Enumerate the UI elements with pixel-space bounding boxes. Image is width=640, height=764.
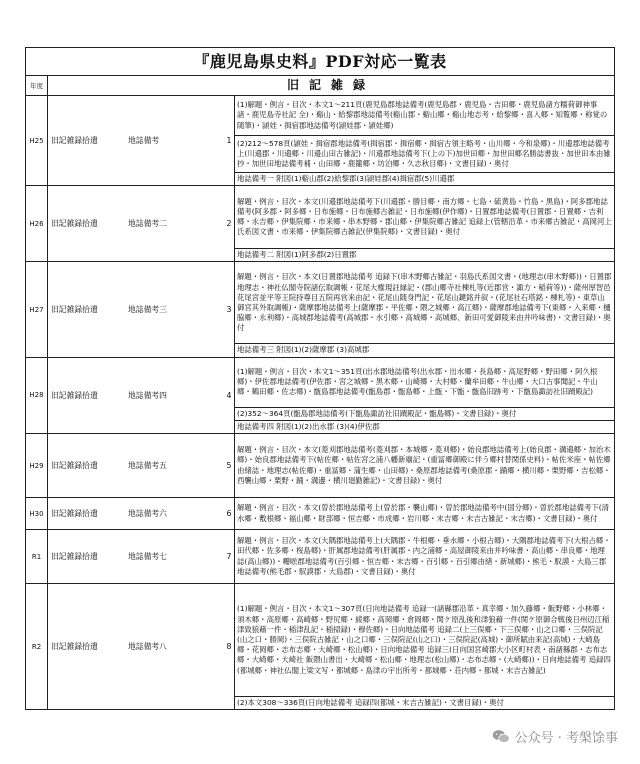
table-row xyxy=(26,186,614,262)
header-main: 旧記雑録 xyxy=(286,78,375,92)
row-year: R1 xyxy=(26,530,48,583)
row-volume: 5 xyxy=(226,461,232,471)
row-series: 旧記雑録拾遺 xyxy=(51,642,98,652)
row-contents xyxy=(234,498,614,529)
catalog-table xyxy=(25,47,615,710)
row-volume: 1 xyxy=(226,136,232,146)
wechat-icon xyxy=(492,729,510,744)
row-content-segment: (2)本文308〜336頁(日向地誌備考 追録四(都城・末吉古雑記)・文書目録)・奥付 xyxy=(237,698,504,708)
row-year: H30 xyxy=(26,498,48,529)
row-contents xyxy=(234,584,614,709)
row-subtitle: 地誌備考四 xyxy=(128,390,167,400)
row-subtitle: 地誌備考五 xyxy=(128,461,167,471)
row-content-segment: (2)352〜364頁(甑島郡地誌備考(下甑島諏訪社旧蹟殿記・甑島郷)・文書目録)・奥付 xyxy=(235,408,614,421)
table-row xyxy=(26,498,614,530)
row-series: 旧記雑録拾遺 xyxy=(51,509,98,519)
row-content-segment: (1)解題・例言・目次・本文1〜351頁(出水郡地誌備考(出水郡・出水郷・長島郷・高尾野郷・野田郷・阿久根郷)・伊佐郡地誌備考(伊佐郡・宮之城郷・黒木郷・山崎郷・大村郷・蘭牟田郷・牛山郷・大口古事聞記・牛山郷・鶴田郷・佐志郷)・甑島郡地誌備考(甑島郡・甑島郷・上甑・下甑・甑島旧跡考・下甑島諏訪社旧蹟殿記) xyxy=(235,358,614,408)
table-row xyxy=(26,434,614,498)
row-content-segment: 地誌備考四 附図(1)(2)出水郡 (3)(4)伊佐郡 xyxy=(237,421,380,431)
row-volume: 4 xyxy=(226,390,232,400)
row-volume: 8 xyxy=(226,642,232,652)
row-year: R2 xyxy=(26,584,48,709)
row-subtitle: 地誌備考八 xyxy=(128,642,167,652)
row-volume: 2 xyxy=(226,219,232,229)
row-contents xyxy=(234,262,614,356)
row-subtitle: 地誌備考二 xyxy=(128,219,167,229)
row-content-segment: 地誌備考三 附図(1)(2)薩摩郡 (3)高城郡 xyxy=(237,345,370,355)
watermark xyxy=(492,727,618,746)
row-series: 旧記雑録拾遺 xyxy=(51,219,98,229)
table-row xyxy=(26,96,614,186)
row-contents xyxy=(234,530,614,583)
row-contents xyxy=(234,186,614,261)
row-contents xyxy=(234,96,614,185)
row-year: H28 xyxy=(26,358,48,433)
row-content-segment: (1)解題・例言・目次・本文1〜307頁(日向地誌備考 追録一(諸縣郡沿革・真幸郷・加久藤郷・飯野郷・小林郷・須木郷・高原郷・高崎郷・野尻郷・綾郷・高岡郷・倉岡郷・関ケ原乱後和津狼藉一件(関ケ原御合戦後日州辺江稲津致狼藉一件・稲津乱記・稲掃録)・穆佐郷)・日向地誌備考 追録二(上三俣郷・下三俣郷・山之口郷・三俣院記(山之口・勝岡)・三俣院古雑記・山之口郷・三俣院記(山之口)・三俣院記(高城)・御所賦由来記(高城)・大崎島郷・花岡郷・志布志郷・大崎郷・松山郷)・日向地誌備考 追録三(日向国宮崎郡大小区町村表・南諸縣郡・志布志郷・大崎郷・大崎社 飯隈山書出・大崎郷・松山郷・地理志(松山郷)・志布志郷・(大崎郷))・日向地誌備考 追録四(都城郷・神社仏閣上梁文写・都城郷・島津の宇出所考・都城郷・荘内郷・都城・末吉古雑記) xyxy=(235,584,614,697)
row-subtitle: 地誌備考三 xyxy=(128,305,167,314)
row-subtitle: 地誌備考六 xyxy=(128,509,167,519)
row-content-segment: (1)解題・例言・目次・本文1〜211頁(鹿児島郡地誌備考(鹿児島郡・鹿児島・吉田郷・鹿児島諸方糯荷御神事諸・鹿児島寺社記 全)・谿山・給黎郡地誌備考(谿山郡・谿山郷・谿山地志考・給黎郷・喜入郷・知覧郷・称覚の随筆)・頴娃・揖宿郡地誌備考(頴娃郡・頴娃郷) xyxy=(235,96,614,136)
row-year: H29 xyxy=(26,434,48,497)
row-content-segment: 解題・例言・目次・本文(菱刈郡地誌備考(菱刈郡・本城郷・菱刈郷)・始良郡地誌備考上(始良郡・溝邉郷・加治木郷)・始良郡地誌備考下(帖佐郷・帖佐宮之浦八幡新廟記・(重冨郷御殿に伴う郷村替関係史料)・帖佐米座・帖佐郷由緒誌・地理志(帖佐郷)・重冨郷・蒲生郷・山田郷)・桑原郡地誌備考(桑原郡・踊郷・横川郷・栗野郷・吉松郷・西襲山郷・栗野・踊・溝邊・横川廻勤雑記)・文書目録)・奥付 xyxy=(237,445,611,485)
table-row xyxy=(26,530,614,584)
row-year: H27 xyxy=(26,262,48,356)
row-series: 旧記雑録拾遺 xyxy=(51,136,98,146)
row-content-segment: 解題・例言・目次・本文(大隅郡地誌備考上(大隅郡・牛根郷・垂水郷・小根占郷)・大隅郡地誌備考下(大根占郷・田代郷・佐多郷・桜島郷)・肝属郡地誌備考(肝属郡・内之浦郷・高屋御陵来由并吟味書・高山郷・串良郷・地理誌(高山郷))・囎唹郡地誌備考(百引郷・恒吉郷・末吉郷・百引郷・百引郷由緒・新城郷)・熊毛・馭謨・大島三郡地誌備考(熊毛郡・馭謨郡・大島郡)・文書目録)・奥付 xyxy=(237,536,611,576)
row-content-segment: (2)212〜578頁(頴娃・揖宿郡地誌備考(揖宿郡・揖宿郷・揖宿古領主略考・山川郷・今和泉郷)・川邉郡地誌備考上(川邉郡・川邉郷・川邉山田古雑記)・川邉郡地誌備考下(上の下)加世田郷・加世田郷名勝誌書抜・加世田本由雑抄・加世田地誌備考補・山田郷・鹿籠郷・坊泊郷・久志秋目郷)・文書目録)・奥付 xyxy=(235,136,614,173)
row-volume: 6 xyxy=(226,509,232,519)
row-series: 旧記雑録拾遺 xyxy=(51,390,98,400)
watermark-text: 公众号 · 考槃馀事 xyxy=(514,731,618,746)
table-body xyxy=(26,96,614,709)
row-volume: 7 xyxy=(226,552,232,562)
table-header xyxy=(26,76,614,96)
table-row xyxy=(26,262,614,357)
row-content-segment: 地誌備考一 附図(1)谿山郡(2)給黎郡(3)頴娃郡(4)揖宿郡(5)川邉郡 xyxy=(237,174,455,183)
row-content-segment: 解題・例言・目次・本文(曽於郡地誌備考上(曽於郡・襲山郷)・曽於郡地誌備考中(国分郷)・曽於郡地誌備考下(清水郷・敷根郷・福山郷・財部郷・恒吉郷・市成郷・岩川郷・末吉郷・末吉古雑記・末吉郷)・文書目録)・奥付 xyxy=(237,503,610,523)
row-subtitle: 地誌備考七 xyxy=(128,552,167,562)
table-row xyxy=(26,358,614,434)
row-contents xyxy=(234,358,614,433)
row-year: H25 xyxy=(26,96,48,185)
header-year: 年度 xyxy=(26,76,48,95)
row-volume: 3 xyxy=(226,305,232,314)
row-content-segment: 解題・例言・目次・本文(川邉郡地誌備考下(川邉郡・勝目郷・南方郷・七島・硫黄島・竹島・黒島)・阿多郡地誌備考(阿多郡・阿多郷・日布施郷・日布施郷古雑記・日布施郷(伊作郷)・日置郡地誌備考(日置郡・日置郷・吉利郷・永吉郷・伊集院郷・市来郷・串木野郷・郡山郷・伊集院郷古雑記 追録上(管轄沿革・市来郷古雑記・高岡河上氏系図文書・市来郷・伊集院郷古雑記(伊集院郷)・文書目録)・奥付 xyxy=(235,186,614,249)
row-series: 旧記雑録拾遺 xyxy=(51,305,98,314)
row-year: H26 xyxy=(26,186,48,261)
row-content-segment: 地誌備考二 附図(1)阿多郡(2)日置郡 xyxy=(237,250,357,260)
row-subtitle: 地誌備考 xyxy=(128,136,160,146)
row-content-segment: 解題・例言・目次・本文(日置郡地誌備考 追録下(串木野郷古雑記・羽島氏系図文書・(地理志(串木野郷))・日置郡地理志・神社仏閣寺院諸伝取調帳・花尾大権現註縁記・(郡山郷寺社棟札等(近郡営・諏方・稲荷等))・薩州厚智邑花尾宮並平等王院持尊目五院再営来由記・花尾山随身門記・花尾山鍵銘并叙・(花尾社石塔銘・棟札等)・東草山御宮其外取調帳)・薩摩郡地誌備考上(薩摩郡・平佐郷・隈之城郷・高江郷)・薩摩郡地誌備考下(東郷・入来郷・樋脇郷・永利郷)・高城郡地誌備考(高城郡・水引郷・高城郷・高城郷、新田可愛御陵来由并吟味書)・文書目録)・奥付 xyxy=(235,262,614,344)
document-title: 『鹿児島県史料』PDF対応一覧表 xyxy=(26,48,614,76)
table-row xyxy=(26,584,614,709)
row-contents xyxy=(234,434,614,497)
row-series: 旧記雑録拾遺 xyxy=(51,461,98,471)
row-series: 旧記雑録拾遺 xyxy=(51,552,98,562)
